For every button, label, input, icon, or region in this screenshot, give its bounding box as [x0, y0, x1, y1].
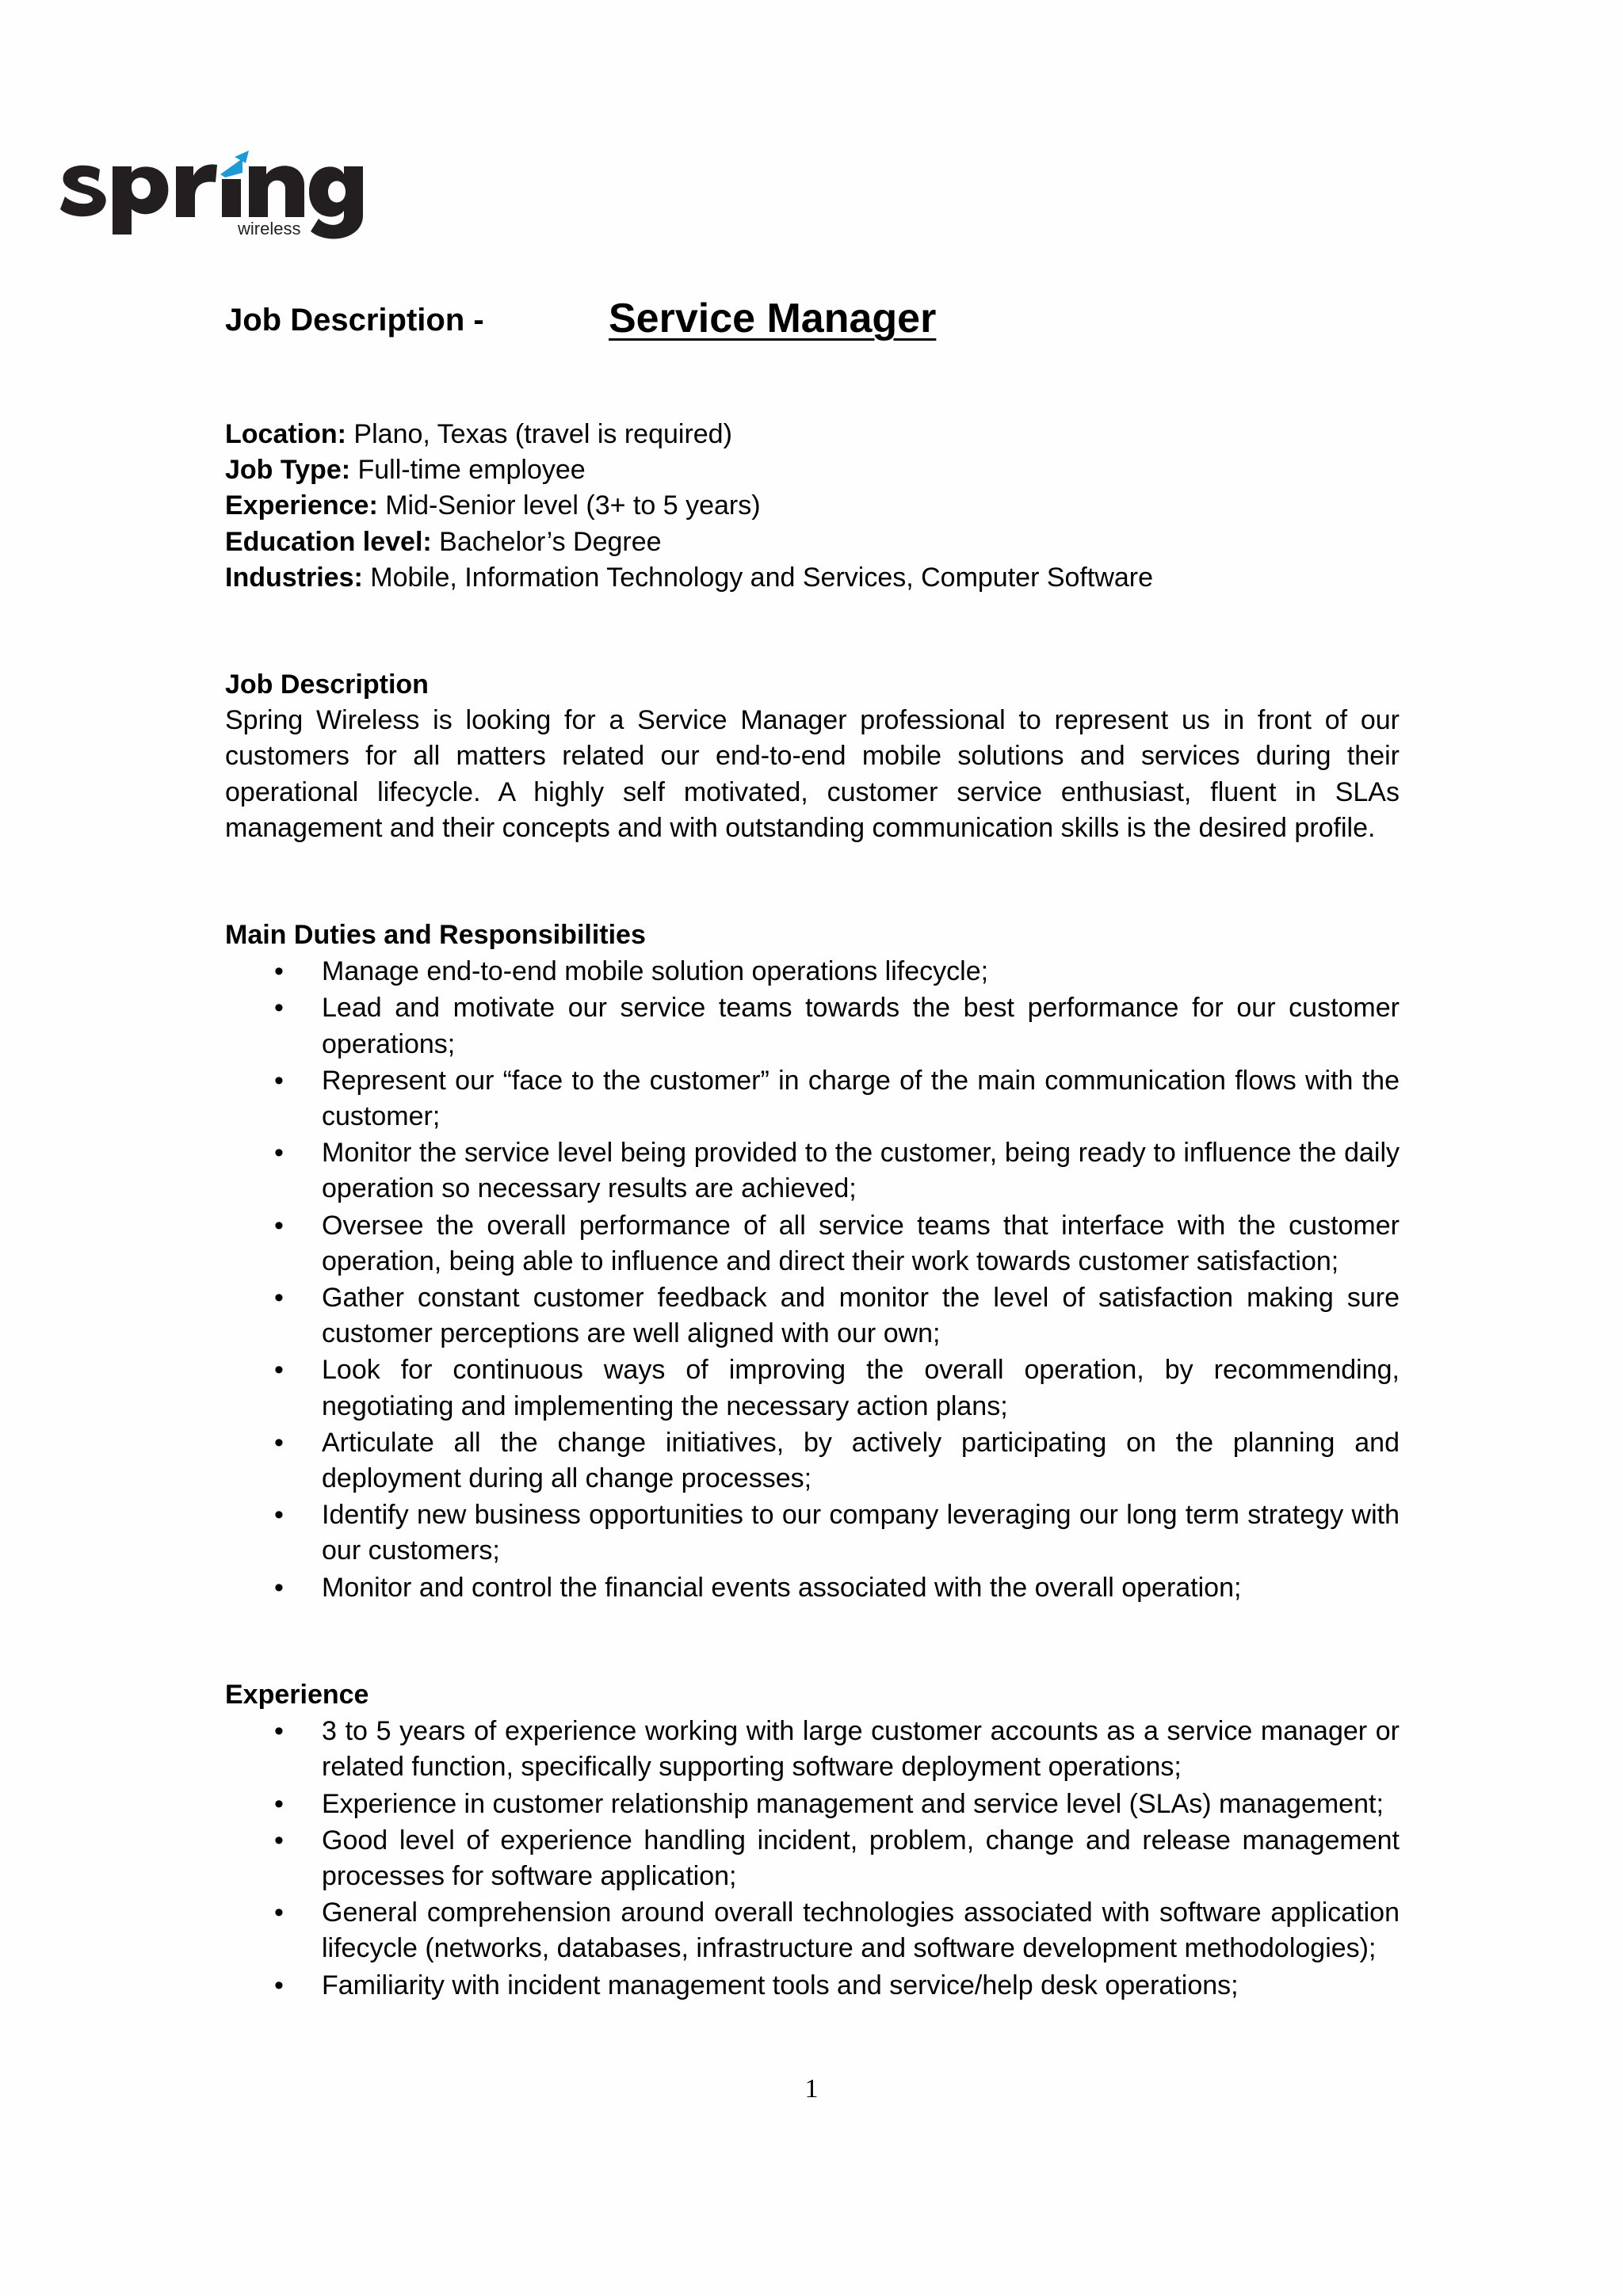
spacer — [225, 846, 1400, 917]
list-item-text: Represent our “face to the customer” in charge of the main communication flows with the customer; — [322, 1065, 1400, 1132]
list-item — [225, 1787, 1400, 1822]
meta-label: Industries: — [225, 562, 363, 593]
document-body — [225, 417, 1400, 2004]
meta-value: Mobile, Information Technology and Services, Computer Software — [362, 562, 1154, 593]
section-job-description — [225, 667, 1400, 846]
list-item-text: 3 to 5 years of experience working with large customer accounts as a service manager or related function, specifically supporting software deployment operations; — [322, 1716, 1400, 1783]
list-item-text: Familiarity with incident management tools and service/help desk operations; — [322, 1970, 1239, 2000]
duties-list — [225, 954, 1400, 1606]
list-item-text: Manage end-to-end mobile solution operations lifecycle; — [322, 956, 989, 987]
job-description-paragraph: Spring Wireless is looking for a Service Manager professional to represent us in front of our customers for all matters related our end-to-end mobile solutions and services during their operational lifecycle. A highly self motivated, customer service enthusiast, fluent in SLAs management and their concepts and with outstanding communication skills is the desired profile. — [225, 705, 1400, 843]
list-item-text: Look for continuous ways of improving the overall operation, by recommending, negotiating and implementing the necessary action plans; — [322, 1355, 1400, 1421]
list-item — [225, 1823, 1400, 1894]
bullet-icon: • — [274, 1427, 284, 1458]
list-item-text: Experience in customer relationship management and service level (SLAs) management; — [322, 1788, 1384, 1819]
bullet-icon: • — [274, 1065, 284, 1096]
meta-label: Job Type: — [225, 455, 351, 486]
logo-subtext: wireless — [238, 219, 301, 238]
meta-label: Experience: — [225, 490, 378, 521]
job-meta — [225, 417, 1400, 596]
list-item — [225, 1280, 1400, 1352]
meta-label: Education level: — [225, 526, 432, 557]
section-duties — [225, 917, 1400, 1606]
list-item-text: Identify new business opportunities to our company leveraging our long term strategy with our customers; — [322, 1500, 1400, 1566]
list-item — [225, 1135, 1400, 1207]
page-number: 1 — [804, 2074, 819, 2103]
experience-list — [225, 1714, 1400, 2004]
meta-label: Location: — [225, 419, 346, 449]
section-experience — [225, 1677, 1400, 2004]
meta-experience — [225, 488, 1400, 524]
bullet-icon: • — [274, 1572, 284, 1603]
list-item-text: Monitor and control the financial events associated with the overall operation; — [322, 1572, 1242, 1603]
spring-wireless-logo — [59, 146, 369, 246]
bullet-icon: • — [274, 1825, 284, 1855]
list-item — [225, 1425, 1400, 1497]
list-item-text: Gather constant customer feedback and monitor the level of satisfaction making sure customer perceptions are well aligned with our own; — [322, 1283, 1400, 1349]
list-item — [225, 1570, 1400, 1606]
spacer — [225, 1606, 1400, 1677]
list-item — [225, 1208, 1400, 1280]
meta-industries — [225, 560, 1400, 596]
list-item — [225, 1895, 1400, 1966]
meta-value: Mid-Senior level (3+ to 5 years) — [377, 490, 761, 521]
list-item — [225, 1063, 1400, 1135]
section-heading: Experience — [225, 1679, 369, 1710]
bullet-icon: • — [274, 1138, 284, 1169]
list-item-text: Oversee the overall performance of all service teams that interface with the customer operation, being able to influence and direct their work towards customer satisfaction; — [322, 1210, 1400, 1276]
spacer — [225, 596, 1400, 667]
bullet-icon: • — [274, 956, 284, 987]
meta-value: Full-time employee — [350, 455, 586, 486]
bullet-icon: • — [274, 1716, 284, 1747]
meta-location — [225, 417, 1400, 452]
title-row — [225, 295, 1414, 350]
list-item-text: Articulate all the change initiatives, by actively participating on the planning and deployment during all change processes; — [322, 1427, 1400, 1494]
bullet-icon: • — [274, 993, 284, 1024]
list-item — [225, 1968, 1400, 2004]
list-item — [225, 1714, 1400, 1785]
bullet-icon: • — [274, 1897, 284, 1928]
bullet-icon: • — [274, 1355, 284, 1386]
bullet-icon: • — [274, 1970, 284, 2000]
section-heading: Job Description — [225, 669, 429, 700]
meta-value: Plano, Texas (travel is required) — [346, 419, 732, 449]
meta-education — [225, 524, 1400, 560]
list-item — [225, 1352, 1400, 1424]
meta-job-type — [225, 452, 1400, 488]
section-heading: Main Duties and Responsibilities — [225, 920, 646, 951]
bullet-icon: • — [274, 1788, 284, 1819]
bullet-icon: • — [274, 1283, 284, 1314]
bullet-icon: • — [274, 1210, 284, 1241]
list-item-text: General comprehension around overall technologies associated with software application lifecycle (networks, databases, infrastructure and software development methodologies); — [322, 1897, 1400, 1964]
bullet-icon: • — [274, 1500, 284, 1531]
list-item-text: Lead and motivate our service teams towards the best performance for our customer operations; — [322, 993, 1400, 1059]
list-item — [225, 954, 1400, 990]
list-item — [225, 990, 1400, 1062]
list-item-text: Good level of experience handling incident, problem, change and release management processes for software application; — [322, 1825, 1400, 1891]
meta-value: Bachelor’s Degree — [431, 526, 662, 557]
list-item — [225, 1497, 1400, 1569]
list-item-text: Monitor the service level being provided to the customer, being ready to influence the daily operation so necessary results are achieved; — [322, 1138, 1400, 1204]
page-title: Service Manager — [609, 296, 937, 341]
title-prefix: Job Description - — [225, 303, 484, 338]
